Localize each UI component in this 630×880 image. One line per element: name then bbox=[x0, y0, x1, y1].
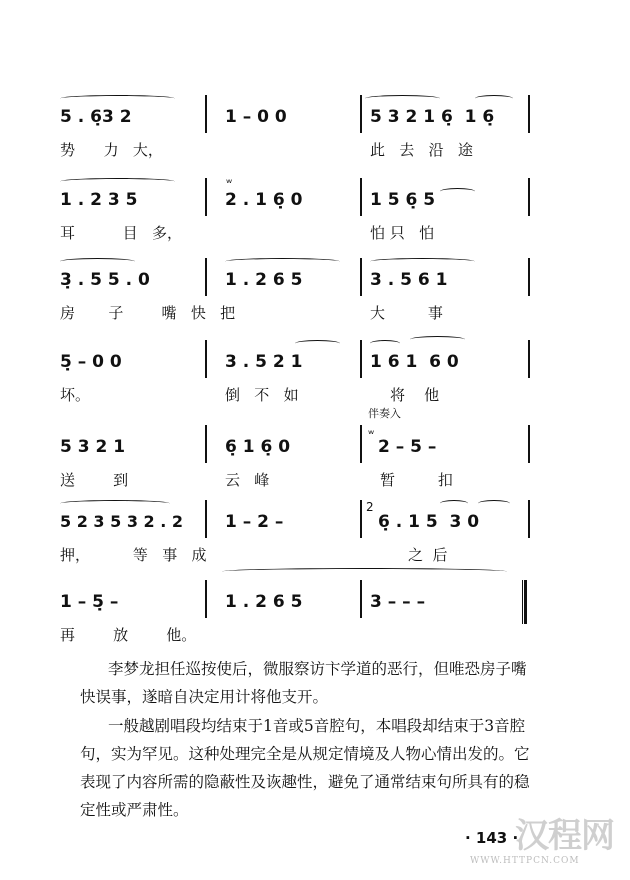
barline bbox=[205, 500, 207, 538]
slur bbox=[222, 568, 507, 575]
barline bbox=[205, 178, 207, 216]
slur bbox=[478, 500, 510, 507]
ornament-mark: ʷ bbox=[368, 427, 375, 441]
measure: 3 . 5 2 1 bbox=[225, 352, 303, 372]
barline bbox=[205, 580, 207, 618]
lyrics: 此 去 沿 途 bbox=[370, 141, 473, 159]
measure: 1 . 2 6 5 bbox=[225, 270, 303, 290]
measure: 2 – 5 – bbox=[378, 437, 437, 457]
measure: 1 . 2 6 5 bbox=[225, 592, 303, 612]
measure: 5̣ – 0 0 bbox=[60, 352, 122, 372]
barline bbox=[360, 340, 362, 378]
slur bbox=[475, 95, 513, 102]
score-row bbox=[60, 580, 540, 650]
barline bbox=[360, 178, 362, 216]
slur bbox=[60, 95, 175, 102]
accompaniment-annotation: 伴奏入 bbox=[368, 407, 401, 420]
slur bbox=[440, 500, 468, 507]
score-row bbox=[60, 500, 540, 570]
measure: 5 . 6̣3 2 bbox=[60, 107, 132, 127]
measure: 1 – 2 – bbox=[225, 512, 284, 532]
barline bbox=[360, 580, 362, 618]
lyrics: 倒 不 如 bbox=[225, 386, 299, 404]
slur bbox=[370, 258, 475, 265]
lyrics: 再 放 他。 bbox=[60, 626, 197, 644]
watermark-url: WWW.HTTPCN.COM bbox=[470, 856, 580, 866]
slur bbox=[60, 178, 175, 185]
score-row bbox=[60, 178, 540, 248]
measure: 6̣ 1 6̣ 0 bbox=[225, 437, 291, 457]
measure: 5 3 2 1 bbox=[60, 437, 126, 457]
score-row bbox=[60, 407, 540, 495]
barline bbox=[205, 258, 207, 296]
slur bbox=[410, 336, 465, 343]
measure: 5 3 2 1 6̣ 1 6̣ bbox=[370, 107, 495, 127]
slur bbox=[370, 340, 400, 347]
paragraph: 李梦龙担任巡按使后，微服察访卞学道的恶行，但唯恐房子嘴快误事，遂暗自决定用计将他支开。 bbox=[80, 660, 527, 706]
score-row bbox=[60, 340, 540, 410]
lyrics: 押， 等 事 成 bbox=[60, 546, 207, 564]
slur bbox=[295, 340, 340, 347]
slur bbox=[225, 258, 340, 265]
barline bbox=[205, 425, 207, 463]
paragraph: 一般越剧唱段均结束于1音或5音腔句，本唱段却结束于3音腔句，实为罕见。这种处理完全是从规定情境及人物心情出发的。它表现了内容所需的隐蔽性及诙趣性，避免了通常结束句所具有的稳定性或严肃性。 bbox=[80, 717, 530, 819]
score-row bbox=[60, 95, 540, 165]
measure: 3̣ . 5 5 . 0 bbox=[60, 270, 150, 290]
lyrics: 势 力 大， bbox=[60, 141, 163, 159]
lyrics: 云 峰 bbox=[225, 471, 270, 489]
barline bbox=[360, 425, 362, 463]
lyrics: 之 后 bbox=[408, 546, 448, 564]
lyrics: 坏。 bbox=[60, 386, 91, 404]
measure: 1 6 1 6 0 bbox=[370, 352, 459, 372]
final-barline bbox=[522, 580, 527, 624]
measure: 1 . 2 3 5 bbox=[60, 190, 138, 210]
grace-note: 2 bbox=[366, 500, 374, 514]
slur bbox=[365, 95, 440, 102]
lyrics: 大 事 bbox=[370, 304, 443, 322]
measure: 5 2 3 5 3 2 . 2 bbox=[60, 512, 183, 531]
measure: 1 – 0 0 bbox=[225, 107, 287, 127]
lyrics: 将 他 bbox=[390, 386, 440, 404]
measure: 6̣ . 1 5 3 0 bbox=[378, 512, 480, 532]
barline bbox=[205, 340, 207, 378]
lyrics: 怕 只 怕 bbox=[370, 224, 435, 242]
slur bbox=[60, 500, 170, 507]
measure: 3 – – – bbox=[370, 592, 426, 612]
barline bbox=[528, 500, 530, 538]
lyrics: 送 到 bbox=[60, 471, 129, 489]
ornament-mark: ʷ bbox=[226, 176, 233, 190]
barline bbox=[360, 500, 362, 538]
barline bbox=[205, 95, 207, 133]
measure: 1 5 6̣ 5 bbox=[370, 190, 436, 210]
barline bbox=[360, 258, 362, 296]
measure: 3 . 5 6 1 bbox=[370, 270, 448, 290]
measure: 1 – 5̣ – bbox=[60, 592, 119, 612]
measure: 2 . 1 6̣ 0 bbox=[225, 190, 303, 210]
barline bbox=[528, 95, 530, 133]
watermark-logo: 汉程网 bbox=[515, 816, 614, 856]
lyrics: 房 子 嘴 快 把 bbox=[60, 304, 236, 322]
barline bbox=[528, 258, 530, 296]
slur bbox=[60, 258, 135, 265]
barline bbox=[528, 178, 530, 216]
barline bbox=[360, 95, 362, 133]
score-row bbox=[60, 258, 540, 328]
lyrics: 耳 目 多， bbox=[60, 224, 182, 242]
page-number: · 143 · bbox=[465, 829, 519, 847]
slur bbox=[440, 188, 475, 195]
lyrics: 暂 扣 bbox=[380, 471, 453, 489]
barline bbox=[528, 425, 530, 463]
barline bbox=[528, 340, 530, 378]
